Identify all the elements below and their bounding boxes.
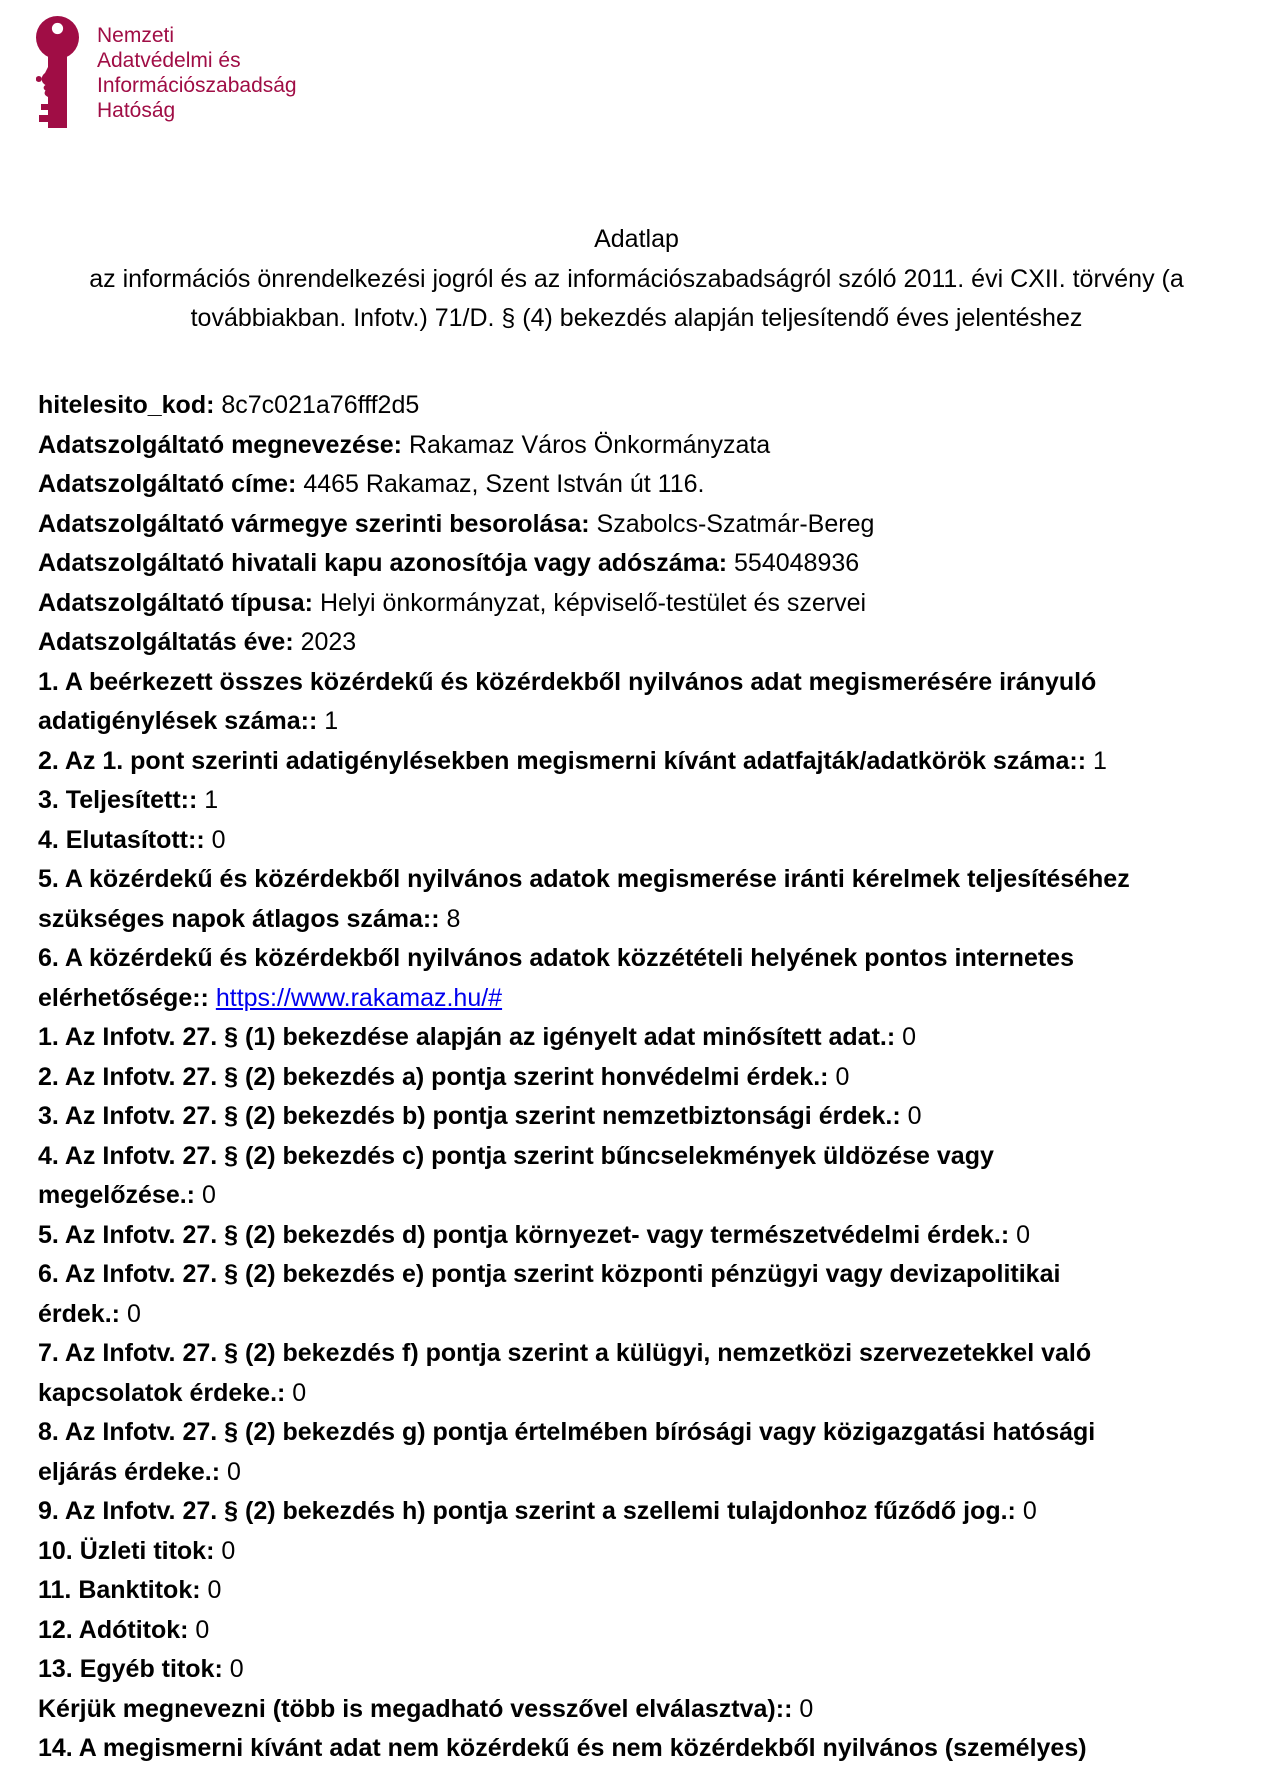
field-line bbox=[38, 1176, 1130, 1216]
field-label: szükséges napok átlagos száma:: bbox=[38, 904, 440, 933]
field-label: 9. Az Infotv. 27. § (2) bekezdés h) pontja szerint a szellemi tulajdonhoz fűződő jog.: bbox=[38, 1497, 1016, 1525]
field-line bbox=[38, 544, 1130, 584]
field-row bbox=[38, 426, 1130, 466]
field-label: érdek.: bbox=[38, 1299, 120, 1328]
field-value: 0 bbox=[1016, 1220, 1031, 1249]
field-row bbox=[38, 1058, 1130, 1098]
page-title: Adatlap bbox=[594, 225, 679, 253]
field-value: 0 bbox=[195, 1615, 210, 1644]
report-fields bbox=[38, 386, 1130, 1769]
org-name-line: Hatóság bbox=[97, 99, 176, 122]
key-face-icon bbox=[36, 16, 82, 128]
field-row bbox=[38, 1137, 1130, 1216]
field-label: 5. A közérdekű és közérdekből nyilvános adatok megismerése iránti kérelmek teljesítéséhez bbox=[38, 865, 1130, 893]
field-line bbox=[38, 702, 1130, 742]
field-row bbox=[38, 1255, 1130, 1334]
field-line bbox=[38, 386, 1130, 426]
field-row bbox=[38, 939, 1130, 1018]
field-value: 0 bbox=[835, 1062, 850, 1091]
field-row bbox=[38, 781, 1130, 821]
field-line bbox=[38, 1374, 1130, 1414]
field-row bbox=[38, 1413, 1130, 1492]
field-row bbox=[38, 1650, 1130, 1690]
field-label: 2. Az 1. pont szerinti adatigénylésekben megismerni kívánt adatfajták/adatkörök száma:: bbox=[38, 746, 1087, 775]
field-row bbox=[38, 584, 1130, 624]
field-line bbox=[38, 1413, 1130, 1453]
field-value: 1 bbox=[1092, 746, 1107, 775]
field-label: hitelesito_kod: bbox=[38, 391, 215, 419]
field-row bbox=[38, 505, 1130, 545]
field-row bbox=[38, 1611, 1130, 1651]
field-value: 554048936 bbox=[734, 549, 860, 577]
field-label: 12. Adótitok: bbox=[38, 1615, 189, 1644]
field-value: 0 bbox=[292, 1378, 307, 1407]
field-line bbox=[38, 1729, 1130, 1769]
field-line bbox=[38, 1650, 1130, 1690]
field-value: 0 bbox=[902, 1023, 917, 1051]
field-row bbox=[38, 1690, 1130, 1730]
field-label: 1. Az Infotv. 27. § (1) bekezdése alapján az igényelt adat minősített adat.: bbox=[38, 1023, 896, 1051]
field-value: Rakamaz Város Önkormányzata bbox=[408, 430, 771, 459]
field-row bbox=[38, 623, 1130, 663]
field-row bbox=[38, 821, 1130, 861]
field-label: 3. Az Infotv. 27. § (2) bekezdés b) pontja szerint nemzetbiztonsági érdek.: bbox=[38, 1102, 901, 1130]
field-line bbox=[38, 663, 1130, 703]
field-line bbox=[38, 1492, 1130, 1532]
field-line bbox=[38, 1058, 1130, 1098]
field-line bbox=[38, 979, 1130, 1019]
field-label: Kérjük megnevezni (több is megadható vesszővel elválasztva):: bbox=[38, 1694, 793, 1723]
field-value: 0 bbox=[207, 1576, 222, 1604]
field-row bbox=[38, 1334, 1130, 1413]
field-label: Adatszolgáltató hivatali kapu azonosítója vagy adószáma: bbox=[38, 549, 728, 577]
field-value: 0 bbox=[907, 1102, 922, 1130]
field-row bbox=[38, 1018, 1130, 1058]
field-line bbox=[38, 1453, 1130, 1493]
field-line bbox=[38, 900, 1130, 940]
field-label: megelőzése.: bbox=[38, 1181, 196, 1209]
field-row bbox=[38, 1216, 1130, 1256]
field-label: 1. A beérkezett összes közérdekű és közérdekből nyilvános adat megismerésére irányuló bbox=[38, 667, 1097, 696]
field-row bbox=[38, 1729, 1130, 1769]
field-line bbox=[38, 781, 1130, 821]
field-label: eljárás érdeke.: bbox=[38, 1457, 221, 1486]
field-line bbox=[38, 1255, 1130, 1295]
field-label: Adatszolgáltató vármegye szerinti besorolása: bbox=[38, 509, 590, 538]
field-line bbox=[38, 1334, 1130, 1374]
field-label: 3. Teljesített:: bbox=[38, 786, 198, 814]
field-line bbox=[38, 860, 1130, 900]
field-label: Adatszolgáltató típusa: bbox=[38, 588, 314, 617]
field-line bbox=[38, 1690, 1130, 1730]
field-value: Helyi önkormányzat, képviselő-testület és szervei bbox=[319, 588, 867, 617]
field-label: kapcsolatok érdeke.: bbox=[38, 1378, 286, 1407]
field-row bbox=[38, 544, 1130, 584]
page-subtitle-line: az információs önrendelkezési jogról és az információszabadságról szóló 2011. évi CXII. törvény (a bbox=[89, 264, 1184, 293]
field-line bbox=[38, 623, 1130, 663]
field-label: 11. Banktitok: bbox=[38, 1576, 201, 1604]
field-line bbox=[38, 821, 1130, 861]
field-label: Adatszolgáltató címe: bbox=[38, 470, 297, 498]
org-name-line: Nemzeti bbox=[97, 24, 175, 47]
field-line bbox=[38, 1216, 1130, 1256]
field-label: Adatszolgáltató megnevezése: bbox=[38, 430, 402, 459]
field-line bbox=[38, 1295, 1130, 1335]
field-line bbox=[38, 1097, 1130, 1137]
field-line bbox=[38, 1571, 1130, 1611]
field-line bbox=[38, 426, 1130, 466]
field-row bbox=[38, 663, 1130, 742]
field-value: 2023 bbox=[300, 628, 357, 656]
field-label: 8. Az Infotv. 27. § (2) bekezdés g) pontja értelmében bírósági vagy közigazgatási hatósági bbox=[38, 1418, 1096, 1446]
document-header bbox=[0, 220, 1273, 339]
field-value: 0 bbox=[1022, 1497, 1037, 1525]
field-row bbox=[38, 742, 1130, 782]
field-row bbox=[38, 465, 1130, 505]
field-label: 13. Egyéb titok: bbox=[38, 1655, 223, 1683]
field-line bbox=[38, 505, 1130, 545]
org-name-line: Adatvédelmi és bbox=[97, 49, 241, 72]
field-row bbox=[38, 1532, 1130, 1572]
field-row bbox=[38, 1571, 1130, 1611]
page-subtitle-line: továbbiakban. Infotv.) 71/D. § (4) bekezdés alapján teljesítendő éves jelentéshez bbox=[190, 304, 1083, 332]
field-line bbox=[38, 1532, 1130, 1572]
field-line bbox=[38, 939, 1130, 979]
field-label: 14. A megismerni kívánt adat nem közérdekű és nem közérdekből nyilvános (személyes) bbox=[38, 1734, 1087, 1762]
field-value: 4465 Rakamaz, Szent István út 116. bbox=[303, 470, 705, 498]
field-line bbox=[38, 742, 1130, 782]
field-value: 0 bbox=[201, 1181, 216, 1209]
publication-url-link[interactable]: https://www.rakamaz.hu/# bbox=[215, 983, 503, 1012]
org-name bbox=[97, 16, 297, 123]
field-label: 5. Az Infotv. 27. § (2) bekezdés d) pontja környezet- vagy természetvédelmi érdek.: bbox=[38, 1220, 1010, 1249]
field-value: Szabolcs-Szatmár-Bereg bbox=[596, 509, 875, 538]
field-row bbox=[38, 1492, 1130, 1532]
field-label: adatigénylések száma:: bbox=[38, 707, 318, 735]
field-value: 1 bbox=[204, 786, 219, 814]
field-label: 2. Az Infotv. 27. § (2) bekezdés a) pontja szerint honvédelmi érdek.: bbox=[38, 1062, 829, 1091]
field-value: 0 bbox=[211, 825, 226, 854]
field-row bbox=[38, 860, 1130, 939]
field-row bbox=[38, 386, 1130, 426]
field-value: 8c7c021a76fff2d5 bbox=[221, 391, 420, 419]
field-label: 6. Az Infotv. 27. § (2) bekezdés e) pontja szerint központi pénzügyi vagy devizapolitikai bbox=[38, 1260, 1061, 1288]
field-row bbox=[38, 1097, 1130, 1137]
field-label: 7. Az Infotv. 27. § (2) bekezdés f) pontja szerint a külügyi, nemzetközi szervezetekkel való bbox=[38, 1339, 1092, 1367]
field-label: 10. Üzleti titok: bbox=[38, 1536, 215, 1565]
field-value: 0 bbox=[126, 1299, 141, 1328]
field-label: 4. Az Infotv. 27. § (2) bekezdés c) pontja szerint bűncselekmények üldözése vagy bbox=[38, 1141, 994, 1170]
field-line bbox=[38, 1611, 1130, 1651]
field-value: 0 bbox=[227, 1457, 241, 1486]
field-line bbox=[38, 465, 1130, 505]
field-value: 0 bbox=[221, 1536, 236, 1565]
field-value: 8 bbox=[446, 904, 461, 933]
naih-logo bbox=[36, 16, 297, 128]
field-value: 0 bbox=[229, 1655, 244, 1683]
field-label: elérhetősége:: bbox=[38, 983, 209, 1012]
field-label: 4. Elutasított:: bbox=[38, 825, 205, 854]
field-line bbox=[38, 584, 1130, 624]
field-value: 0 bbox=[799, 1694, 814, 1723]
field-line bbox=[38, 1137, 1130, 1177]
field-label: 6. A közérdekű és közérdekből nyilvános adatok közzétételi helyének pontos internetes bbox=[38, 944, 1074, 972]
field-value: 1 bbox=[324, 707, 339, 735]
field-line bbox=[38, 1018, 1130, 1058]
field-label: Adatszolgáltatás éve: bbox=[38, 628, 294, 656]
org-name-line: Információszabadság bbox=[97, 74, 297, 97]
